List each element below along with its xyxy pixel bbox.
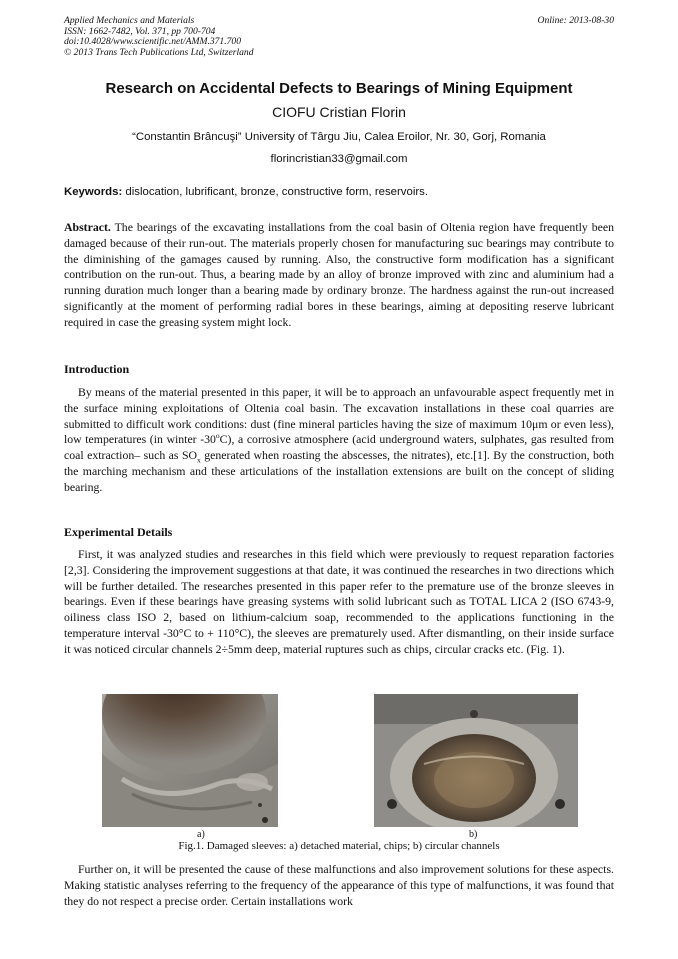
figure-caption: Fig.1. Damaged sleeves: a) detached material, chips; b) circular channels bbox=[178, 840, 500, 852]
introduction-heading: Introduction bbox=[64, 362, 130, 376]
introduction-text-3: generated when roasting the abscesses, the nitrates), etc.[1]. By the construction, both the marching mechanism and these articulations of the installation extensions are built on the concept of sliding bearing. bbox=[64, 448, 614, 494]
figure-label-b: b) bbox=[469, 829, 478, 840]
detached-material-sleeve-image bbox=[102, 694, 278, 827]
copyright-line: © 2013 Trans Tech Publications Ltd, Switzerland bbox=[64, 46, 254, 58]
author-name: CIOFU Cristian Florin bbox=[272, 104, 406, 120]
author-email: florincristian33@gmail.com bbox=[270, 153, 408, 165]
doi-line: doi:10.4028/www.scientific.net/AMM.371.700 bbox=[64, 36, 242, 48]
figure-label-a: a) bbox=[197, 829, 205, 840]
journal-header bbox=[64, 16, 254, 58]
author-affiliation: “Constantin Brâncuşi” University of Târgu Jiu, Calea Eroilor, Nr. 30, Gorj, Romania bbox=[132, 131, 546, 143]
introduction-text-1: By means of the material presented in this paper, it will be to approach an unfavourable aspect frequently met in the surface mining exploitations of Oltenia coal basin. The excavation installations in these coal quarries are submitted to difficult work conditions: dust (fine mineral particles having the size of maximum 10μm or even less), low temperatures (in winter -30 bbox=[64, 385, 614, 447]
circular-channels-sleeve-image bbox=[374, 694, 578, 827]
further-paragraph: Further on, it will be presented the cause of these malfunctions and also improvement solutions for these aspects. Making statistic analyses referring to the frequency of the appearance of this type of malfunctions, it was found that they do not respect a precise order. Certain installations work bbox=[64, 862, 614, 908]
figure-photo-a bbox=[102, 694, 278, 827]
experimental-paragraph: First, it was analyzed studies and researches in this field which were previously to request reparation factories [2,3]. Considering the improvement suggestions at that date, it was continued the researches in two directions which will be further detailed. The researches presented in this paper refer to the premature use of the bronze sleeves in bearings. Even if these bearings have greasing systems with solid lubricant such as TOTAL LICA 2 (ISO 6743-9, oiliness class ISO 2, based on lithium-calcium soap, recommended to the applications functioning in the temperature interval -30°C to + 110°C), the sleeves are prematurely used. After dismantling, on their inside surface it was noticed circular channels 2÷5mm deep, material ruptures such as chips, circular cracks etc. (Fig. 1). bbox=[64, 547, 614, 656]
abstract bbox=[64, 220, 614, 331]
issn-line: ISSN: 1662-7482, Vol. 371, pp 700-704 bbox=[64, 25, 216, 37]
keywords-text: dislocation, lubrificant, bronze, constructive form, reservoirs. bbox=[122, 186, 429, 198]
introduction-paragraph bbox=[64, 385, 614, 496]
introduction-text-2: C), a corrosive atmosphere (acid underground waters, sulphates, gas resulted from coal extraction– such as SO bbox=[64, 432, 614, 463]
degree-superscript: o bbox=[215, 431, 220, 441]
online-date: Online: 2013-08-30 bbox=[537, 15, 614, 26]
abstract-text: The bearings of the excavating installations from the coal basin of Oltenia region have frequently been damaged because of their run-out. The materials properly chosen for manufacturing suc bearings may contribute to the diminishing of the gamages caused by running. Also, the constructive form modification has a significant contribution on the run-out. Thus, a bearing made by an alloy of bronze improved with zinc and aluminium had a running duration much longer than a bearing made by ordinary bronze. The hardness against the run-out increased significantly at the moment of performing radial bores in these bearings, aiming at depositing reserve lubricant required in case the greasing system might lock. bbox=[64, 220, 614, 329]
figure-photo-b bbox=[374, 694, 578, 827]
journal-name: Applied Mechanics and Materials bbox=[64, 15, 195, 26]
abstract-label: Abstract. bbox=[64, 220, 111, 234]
paper-title: Research on Accidental Defects to Bearings of Mining Equipment bbox=[105, 80, 573, 97]
sox-subscript: x bbox=[197, 455, 201, 465]
keywords-label: Keywords: bbox=[64, 186, 123, 198]
experimental-heading: Experimental Details bbox=[64, 525, 173, 539]
keywords bbox=[64, 186, 614, 198]
